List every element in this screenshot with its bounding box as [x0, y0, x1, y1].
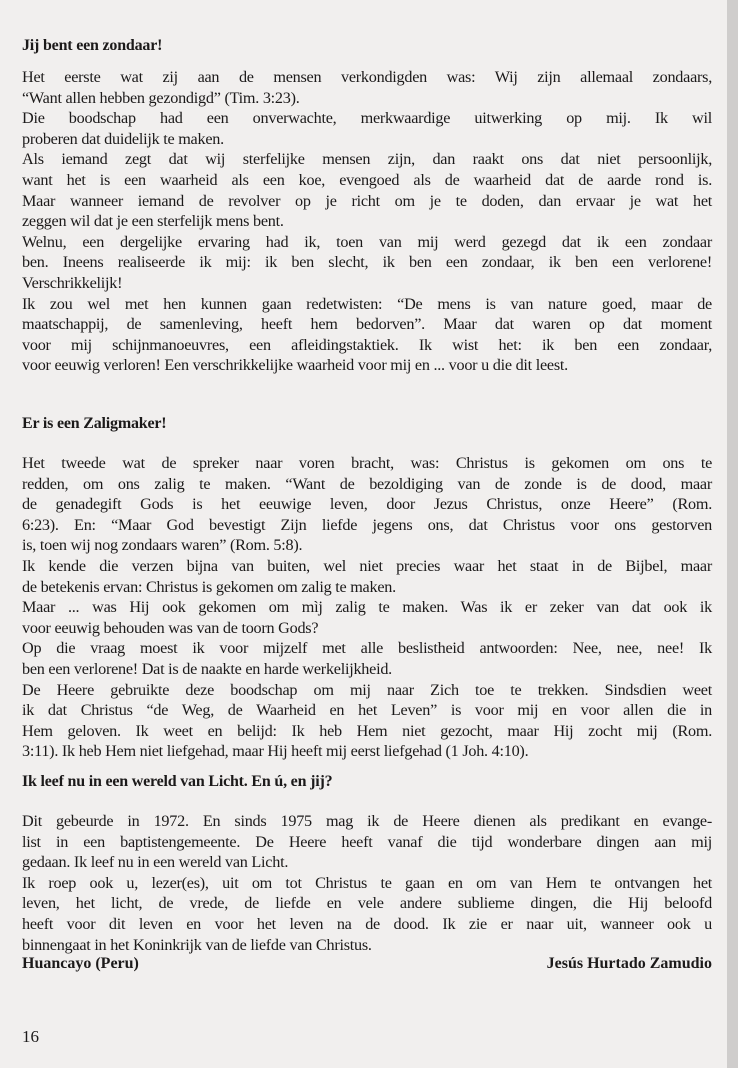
section-wereld-van-licht [22, 772, 712, 955]
text-line: “Want allen hebben gezondigd” (Tim. 3:23). [22, 88, 300, 107]
text-line: Welnu, een dergelijke ervaring had ik, toen van mij werd gezegd dat ik een zondaar [22, 232, 712, 251]
text-line: Het tweede wat de spreker naar voren bracht, was: Christus is gekomen om ons te [22, 454, 712, 472]
section-heading: Er is een Zaligmaker! [22, 415, 167, 432]
text-line: de betekenis ervan: Christus is gekomen om zalig te maken. [22, 577, 396, 596]
text-line: zeggen wil dat je een sterfelijk mens bent. [22, 212, 284, 231]
section-jij-bent-een-zondaar [22, 36, 712, 376]
paragraph [22, 811, 712, 873]
text-line: Ik roep ook u, lezer(es), uit om tot Christus te gaan en om van Hem te ontvangen het [22, 873, 712, 892]
text-line: Op die vraag moest ik voor mijzelf met alle beslistheid antwoorden: Nee, nee, nee! Ik [22, 639, 712, 658]
paragraph [22, 556, 712, 597]
paragraph [22, 680, 712, 762]
paragraph [22, 149, 712, 231]
text-line: Het eerste wat zij aan de mensen verkondigden was: Wij zijn allemaal zondaars, [22, 68, 712, 86]
text-line: 3:11). Ik heb Hem niet liefgehad, maar Hij heeft mij eerst liefgehad (1 Joh. 4:10). [22, 742, 529, 761]
signature [22, 954, 712, 975]
section-heading: Jij bent een zondaar! [22, 37, 163, 54]
text-line: Hem geloven. Ik weet en belijd: Ik heb Hem niet gezocht, maar Hij zocht mij (Rom. [22, 721, 712, 740]
paragraph [22, 597, 712, 638]
text-line: voor eeuwig behouden was van de toorn Gods? [22, 618, 319, 637]
text-line: voor eeuwig verloren! Een verschrikkelijke waarheid voor mij en ... voor u die dit leest. [22, 356, 568, 375]
text-line: Maar wanneer iemand de revolver op je richt om je te doden, dan ervaar je wat het [22, 191, 712, 210]
paragraph [22, 453, 712, 556]
text-line: heeft voor dit leven en voor het leven na de dood. Ik zie er naar uit, wanneer ook u [22, 914, 712, 933]
text-line: Ik zou wel met hen kunnen gaan redetwisten: “De mens is van nature goed, maar de [22, 294, 712, 313]
text-line: binnengaat in het Koninkrijk van de liefde van Christus. [22, 935, 372, 954]
text-line: leven, het licht, de vrede, de liefde en vele andere sublieme dingen, die Hij beloofd [22, 894, 712, 913]
text-line: de genadegift Gods is het eeuwige leven, door Jezus Christus, onze Heere” (Rom. [22, 495, 712, 514]
signature-place: Huancayo (Peru) [22, 955, 139, 972]
section-er-is-een-zaligmaker [22, 414, 712, 762]
text-line: Verschrikkelijk! [22, 273, 123, 292]
text-line: is, toen wij nog zondaars waren” (Rom. 5:8). [22, 536, 303, 555]
text-line: 6:23). En: “Maar God bevestigt Zijn liefde jegens ons, dat Christus voor ons gestorven [22, 515, 712, 534]
paragraph [22, 873, 712, 955]
paragraph [22, 294, 712, 376]
paragraph [22, 108, 712, 149]
text-line: De Heere gebruikte deze boodschap om mij naar Zich toe te trekken. Sindsdien weet [22, 680, 712, 699]
text-line: voor mij schijnmanoeuvres, een afleidingstaktiek. Ik wist het: ik ben een zondaar, [22, 335, 712, 354]
text-line: gedaan. Ik leef nu in een wereld van Licht. [22, 853, 289, 872]
text-line: Als iemand zegt dat wij sterfelijke mensen zijn, dan raakt ons dat niet persoonlijk, [22, 150, 712, 169]
paragraph [22, 232, 712, 294]
signature-author: Jesús Hurtado Zamudio [546, 955, 712, 972]
text-line: Maar ... was Hij ook gekomen om mìj zalig te maken. Was ik er zeker van dat ook ik [22, 598, 712, 617]
paragraph [22, 638, 712, 679]
text-line: maatschappij, de samenleving, heeft hem bedorven”. Maar dat waren op dat moment [22, 315, 712, 334]
text-line: want het is een waarheid als een koe, evengoed als de waarheid dat de aarde rond is. [22, 170, 712, 189]
text-line: proberen dat duidelijk te maken. [22, 129, 224, 148]
page-edge [727, 0, 738, 1068]
text-line: ben. Ineens realiseerde ik mij: ik ben slecht, ik ben een zondaar, ik ben een verlorene! [22, 253, 712, 272]
text-line: list in een baptistengemeente. De Heere heeft vanaf die tijd wonderbare dingen aan mij [22, 832, 712, 851]
page-number: 16 [22, 1027, 39, 1046]
text-line: redden, om ons zalig te maken. “Want de bezoldiging van de zonde is de dood, maar [22, 474, 712, 493]
text-line: ik dat Christus “de Weg, de Waarheid en het Leven” is voor mij en voor allen die in [22, 701, 712, 720]
text-line: ben een verlorene! Dat is de naakte en harde werkelijkheid. [22, 659, 392, 678]
text-line: Die boodschap had een onverwachte, merkwaardige uitwerking op mij. Ik wil [22, 109, 712, 128]
text-line: Dit gebeurde in 1972. En sinds 1975 mag ik de Heere dienen als predikant en evange- [22, 812, 712, 830]
text-line: Ik kende die verzen bijna van buiten, wel niet precies waar het staat in de Bijbel, maar [22, 556, 712, 575]
section-heading: Ik leef nu in een wereld van Licht. En ú, en jij? [22, 773, 333, 790]
paragraph [22, 67, 712, 108]
